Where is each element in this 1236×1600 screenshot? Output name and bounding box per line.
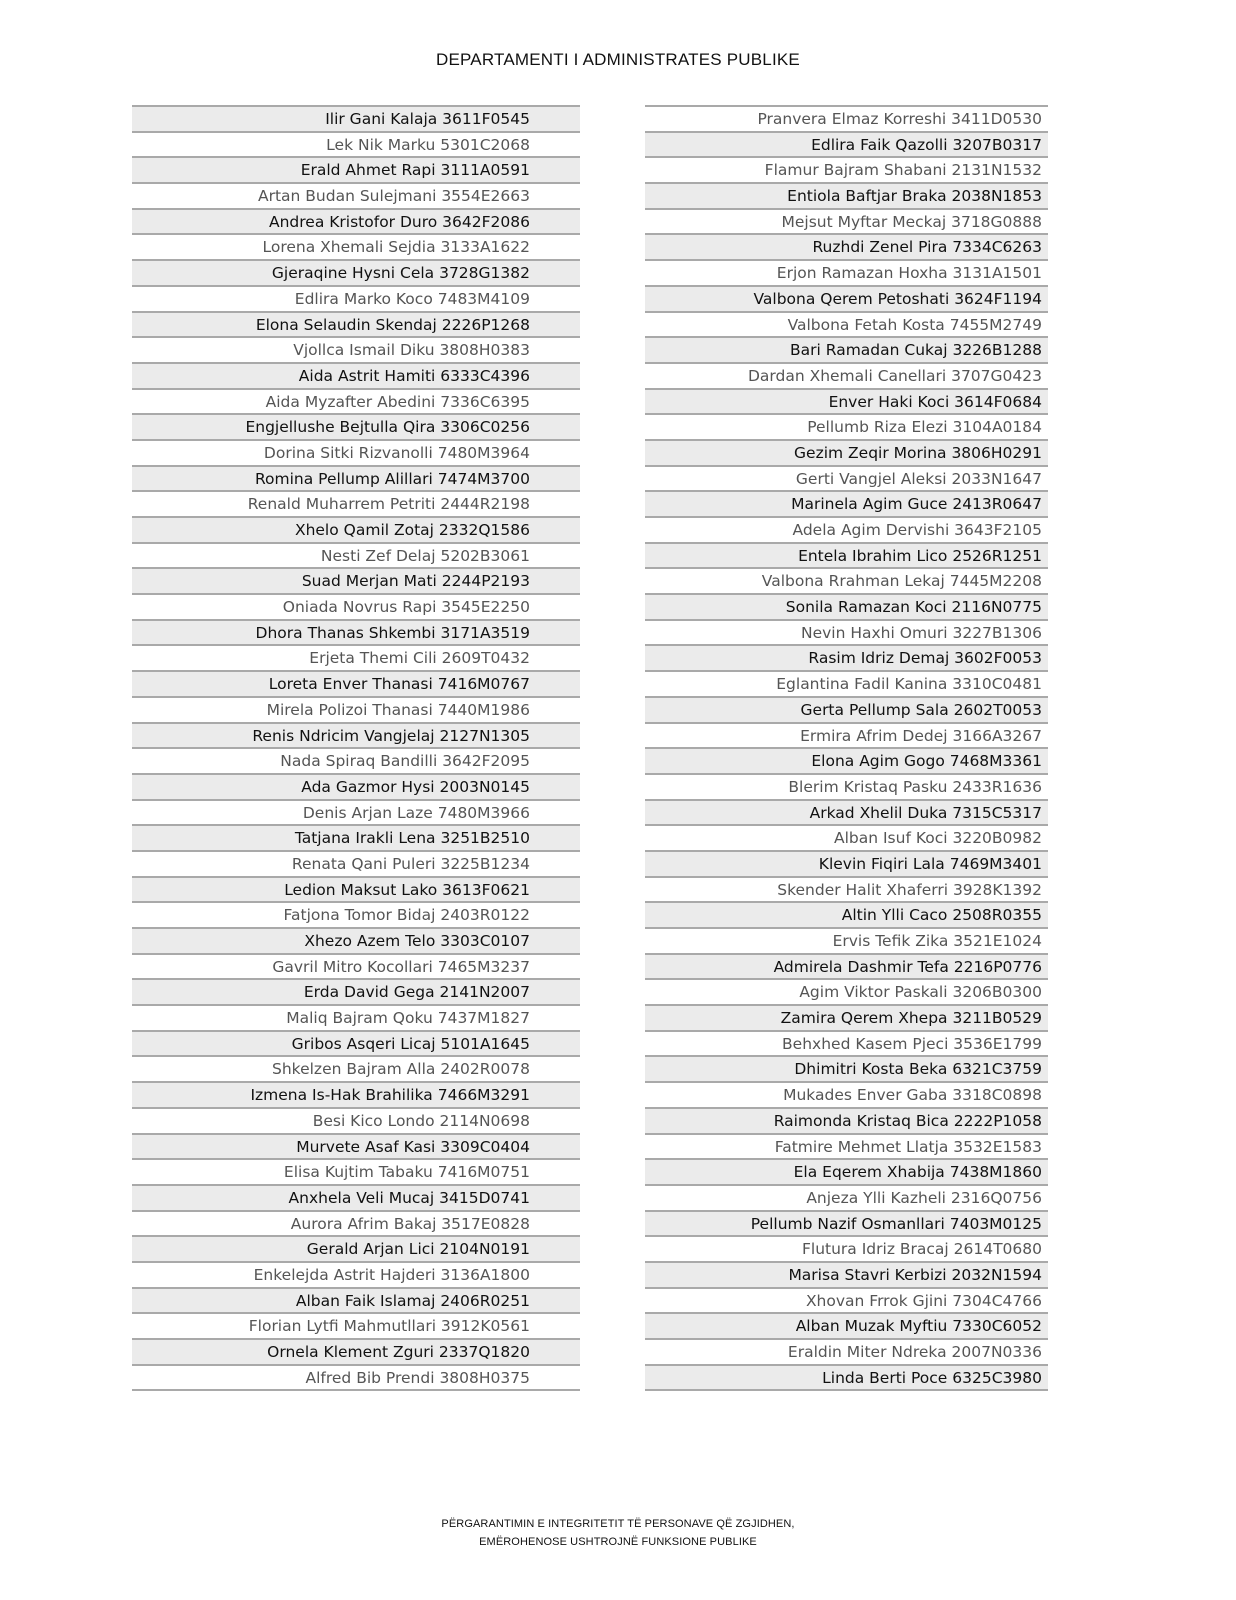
list-item: Adela Agim Dervishi 3643F2105 [645, 516, 1048, 542]
list-item: Dhora Thanas Shkembi 3171A3519 [132, 619, 580, 645]
list-item: Maliq Bajram Qoku 7437M1827 [132, 1004, 580, 1030]
list-item: Alban Faik Islamaj 2406R0251 [132, 1287, 580, 1313]
list-item: Gerta Pellump Sala 2602T0053 [645, 696, 1048, 722]
list-item: Artan Budan Sulejmani 3554E2663 [132, 182, 580, 208]
list-item: Lorena Xhemali Sejdia 3133A1622 [132, 233, 580, 259]
list-item: Erald Ahmet Rapi 3111A0591 [132, 156, 580, 182]
list-item: Loreta Enver Thanasi 7416M0767 [132, 670, 580, 696]
column-bottom-rule [645, 1389, 1048, 1391]
list-item: Xhelo Qamil Zotaj 2332Q1586 [132, 516, 580, 542]
list-item: Edlira Marko Koco 7483M4109 [132, 285, 580, 311]
list-item: Gjeraqine Hysni Cela 3728G1382 [132, 259, 580, 285]
footer-line-2: EMËROHENOSE USHTROJNË FUNKSIONE PUBLIKE [479, 1536, 757, 1548]
column-bottom-rule [132, 1389, 580, 1391]
list-item: Mejsut Myftar Meckaj 3718G0888 [645, 208, 1048, 234]
list-item: Tatjana Irakli Lena 3251B2510 [132, 824, 580, 850]
list-item: Edlira Faik Qazolli 3207B0317 [645, 131, 1048, 157]
list-item: Pranvera Elmaz Korreshi 3411D0530 [645, 105, 1048, 131]
list-item: Ervis Tefik Zika 3521E1024 [645, 927, 1048, 953]
list-item: Erjon Ramazan Hoxha 3131A1501 [645, 259, 1048, 285]
list-item: Murvete Asaf Kasi 3309C0404 [132, 1133, 580, 1159]
list-item: Lek Nik Marku 5301C2068 [132, 131, 580, 157]
list-item: Dardan Xhemali Canellari 3707G0423 [645, 362, 1048, 388]
list-item: Alban Muzak Myftiu 7330C6052 [645, 1312, 1048, 1338]
list-item: Linda Berti Poce 6325C3980 [645, 1364, 1048, 1390]
list-item: Entela Ibrahim Lico 2526R1251 [645, 542, 1048, 568]
list-item: Ermira Afrim Dedej 3166A3267 [645, 722, 1048, 748]
list-item: Erjeta Themi Cili 2609T0432 [132, 644, 580, 670]
list-item: Gerald Arjan Lici 2104N0191 [132, 1235, 580, 1261]
list-item: Oniada Novrus Rapi 3545E2250 [132, 593, 580, 619]
list-item: Denis Arjan Laze 7480M3966 [132, 799, 580, 825]
list-item: Shkelzen Bajram Alla 2402R0078 [132, 1055, 580, 1081]
left-name-column [132, 105, 580, 1391]
list-item: Suad Merjan Mati 2244P2193 [132, 567, 580, 593]
list-item: Blerim Kristaq Pasku 2433R1636 [645, 773, 1048, 799]
list-item: Ilir Gani Kalaja 3611F0545 [132, 105, 580, 131]
list-item: Renis Ndricim Vangjelaj 2127N1305 [132, 722, 580, 748]
list-item: Vjollca Ismail Diku 3808H0383 [132, 336, 580, 362]
list-item: Altin Ylli Caco 2508R0355 [645, 901, 1048, 927]
list-item: Romina Pellump Alillari 7474M3700 [132, 465, 580, 491]
list-item: Mirela Polizoi Thanasi 7440M1986 [132, 696, 580, 722]
list-item: Sonila Ramazan Koci 2116N0775 [645, 593, 1048, 619]
list-item: Xhezo Azem Telo 3303C0107 [132, 927, 580, 953]
list-item: Flutura Idriz Bracaj 2614T0680 [645, 1235, 1048, 1261]
list-item: Eglantina Fadil Kanina 3310C0481 [645, 670, 1048, 696]
list-item: Renata Qani Puleri 3225B1234 [132, 850, 580, 876]
list-item: Ada Gazmor Hysi 2003N0145 [132, 773, 580, 799]
footer-line-1: PËRGARANTIMIN E INTEGRITETIT TË PERSONAVE QË ZGJIDHEN, [441, 1518, 795, 1530]
list-item: Fatjona Tomor Bidaj 2403R0122 [132, 901, 580, 927]
list-item: Elona Agim Gogo 7468M3361 [645, 747, 1048, 773]
list-item: Florian Lytfi Mahmutllari 3912K0561 [132, 1312, 580, 1338]
list-item: Izmena Is-Hak Brahilika 7466M3291 [132, 1081, 580, 1107]
list-item: Aurora Afrim Bakaj 3517E0828 [132, 1210, 580, 1236]
list-item: Elisa Kujtim Tabaku 7416M0751 [132, 1158, 580, 1184]
list-item: Anjeza Ylli Kazheli 2316Q0756 [645, 1184, 1048, 1210]
list-item: Eraldin Miter Ndreka 2007N0336 [645, 1338, 1048, 1364]
list-item: Alban Isuf Koci 3220B0982 [645, 824, 1048, 850]
list-item: Aida Astrit Hamiti 6333C4396 [132, 362, 580, 388]
list-item: Gezim Zeqir Morina 3806H0291 [645, 439, 1048, 465]
right-name-column [645, 105, 1048, 1391]
list-item: Ela Eqerem Xhabija 7438M1860 [645, 1158, 1048, 1184]
list-item: Mukades Enver Gaba 3318C0898 [645, 1081, 1048, 1107]
list-item: Arkad Xhelil Duka 7315C5317 [645, 799, 1048, 825]
list-item: Valbona Fetah Kosta 7455M2749 [645, 311, 1048, 337]
list-item: Enver Haki Koci 3614F0684 [645, 388, 1048, 414]
list-item: Nevin Haxhi Omuri 3227B1306 [645, 619, 1048, 645]
list-item: Engjellushe Bejtulla Qira 3306C0256 [132, 413, 580, 439]
list-item: Klevin Fiqiri Lala 7469M3401 [645, 850, 1048, 876]
list-item: Nesti Zef Delaj 5202B3061 [132, 542, 580, 568]
list-item: Anxhela Veli Mucaj 3415D0741 [132, 1184, 580, 1210]
list-item: Ledion Maksut Lako 3613F0621 [132, 876, 580, 902]
list-item: Agim Viktor Paskali 3206B0300 [645, 978, 1048, 1004]
list-item: Renald Muharrem Petriti 2444R2198 [132, 490, 580, 516]
list-item: Andrea Kristofor Duro 3642F2086 [132, 208, 580, 234]
footer [0, 1515, 1236, 1551]
list-item: Entiola Baftjar Braka 2038N1853 [645, 182, 1048, 208]
list-item: Raimonda Kristaq Bica 2222P1058 [645, 1107, 1048, 1133]
list-item: Besi Kico Londo 2114N0698 [132, 1107, 580, 1133]
list-item: Xhovan Frrok Gjini 7304C4766 [645, 1287, 1048, 1313]
list-item: Aida Myzafter Abedini 7336C6395 [132, 388, 580, 414]
list-item: Valbona Qerem Petoshati 3624F1194 [645, 285, 1048, 311]
list-item: Erda David Gega 2141N2007 [132, 978, 580, 1004]
list-item: Rasim Idriz Demaj 3602F0053 [645, 644, 1048, 670]
list-item: Fatmire Mehmet Llatja 3532E1583 [645, 1133, 1048, 1159]
list-item: Gavril Mitro Kocollari 7465M3237 [132, 953, 580, 979]
list-item: Alfred Bib Prendi 3808H0375 [132, 1364, 580, 1390]
list-item: Ornela Klement Zguri 2337Q1820 [132, 1338, 580, 1364]
list-item: Elona Selaudin Skendaj 2226P1268 [132, 311, 580, 337]
list-item: Behxhed Kasem Pjeci 3536E1799 [645, 1030, 1048, 1056]
list-item: Admirela Dashmir Tefa 2216P0776 [645, 953, 1048, 979]
list-item: Pellumb Nazif Osmanllari 7403M0125 [645, 1210, 1048, 1236]
list-item: Marisa Stavri Kerbizi 2032N1594 [645, 1261, 1048, 1287]
list-item: Zamira Qerem Xhepa 3211B0529 [645, 1004, 1048, 1030]
page-title: DEPARTAMENTI I ADMINISTRATES PUBLIKE [436, 50, 800, 69]
list-item: Gribos Asqeri Licaj 5101A1645 [132, 1030, 580, 1056]
list-item: Valbona Rrahman Lekaj 7445M2208 [645, 567, 1048, 593]
list-item: Skender Halit Xhaferri 3928K1392 [645, 876, 1048, 902]
list-item: Ruzhdi Zenel Pira 7334C6263 [645, 233, 1048, 259]
list-item: Bari Ramadan Cukaj 3226B1288 [645, 336, 1048, 362]
list-item: Dorina Sitki Rizvanolli 7480M3964 [132, 439, 580, 465]
list-item: Enkelejda Astrit Hajderi 3136A1800 [132, 1261, 580, 1287]
list-item: Flamur Bajram Shabani 2131N1532 [645, 156, 1048, 182]
list-item: Nada Spiraq Bandilli 3642F2095 [132, 747, 580, 773]
list-item: Dhimitri Kosta Beka 6321C3759 [645, 1055, 1048, 1081]
list-item: Marinela Agim Guce 2413R0647 [645, 490, 1048, 516]
list-item: Pellumb Riza Elezi 3104A0184 [645, 413, 1048, 439]
list-item: Gerti Vangjel Aleksi 2033N1647 [645, 465, 1048, 491]
